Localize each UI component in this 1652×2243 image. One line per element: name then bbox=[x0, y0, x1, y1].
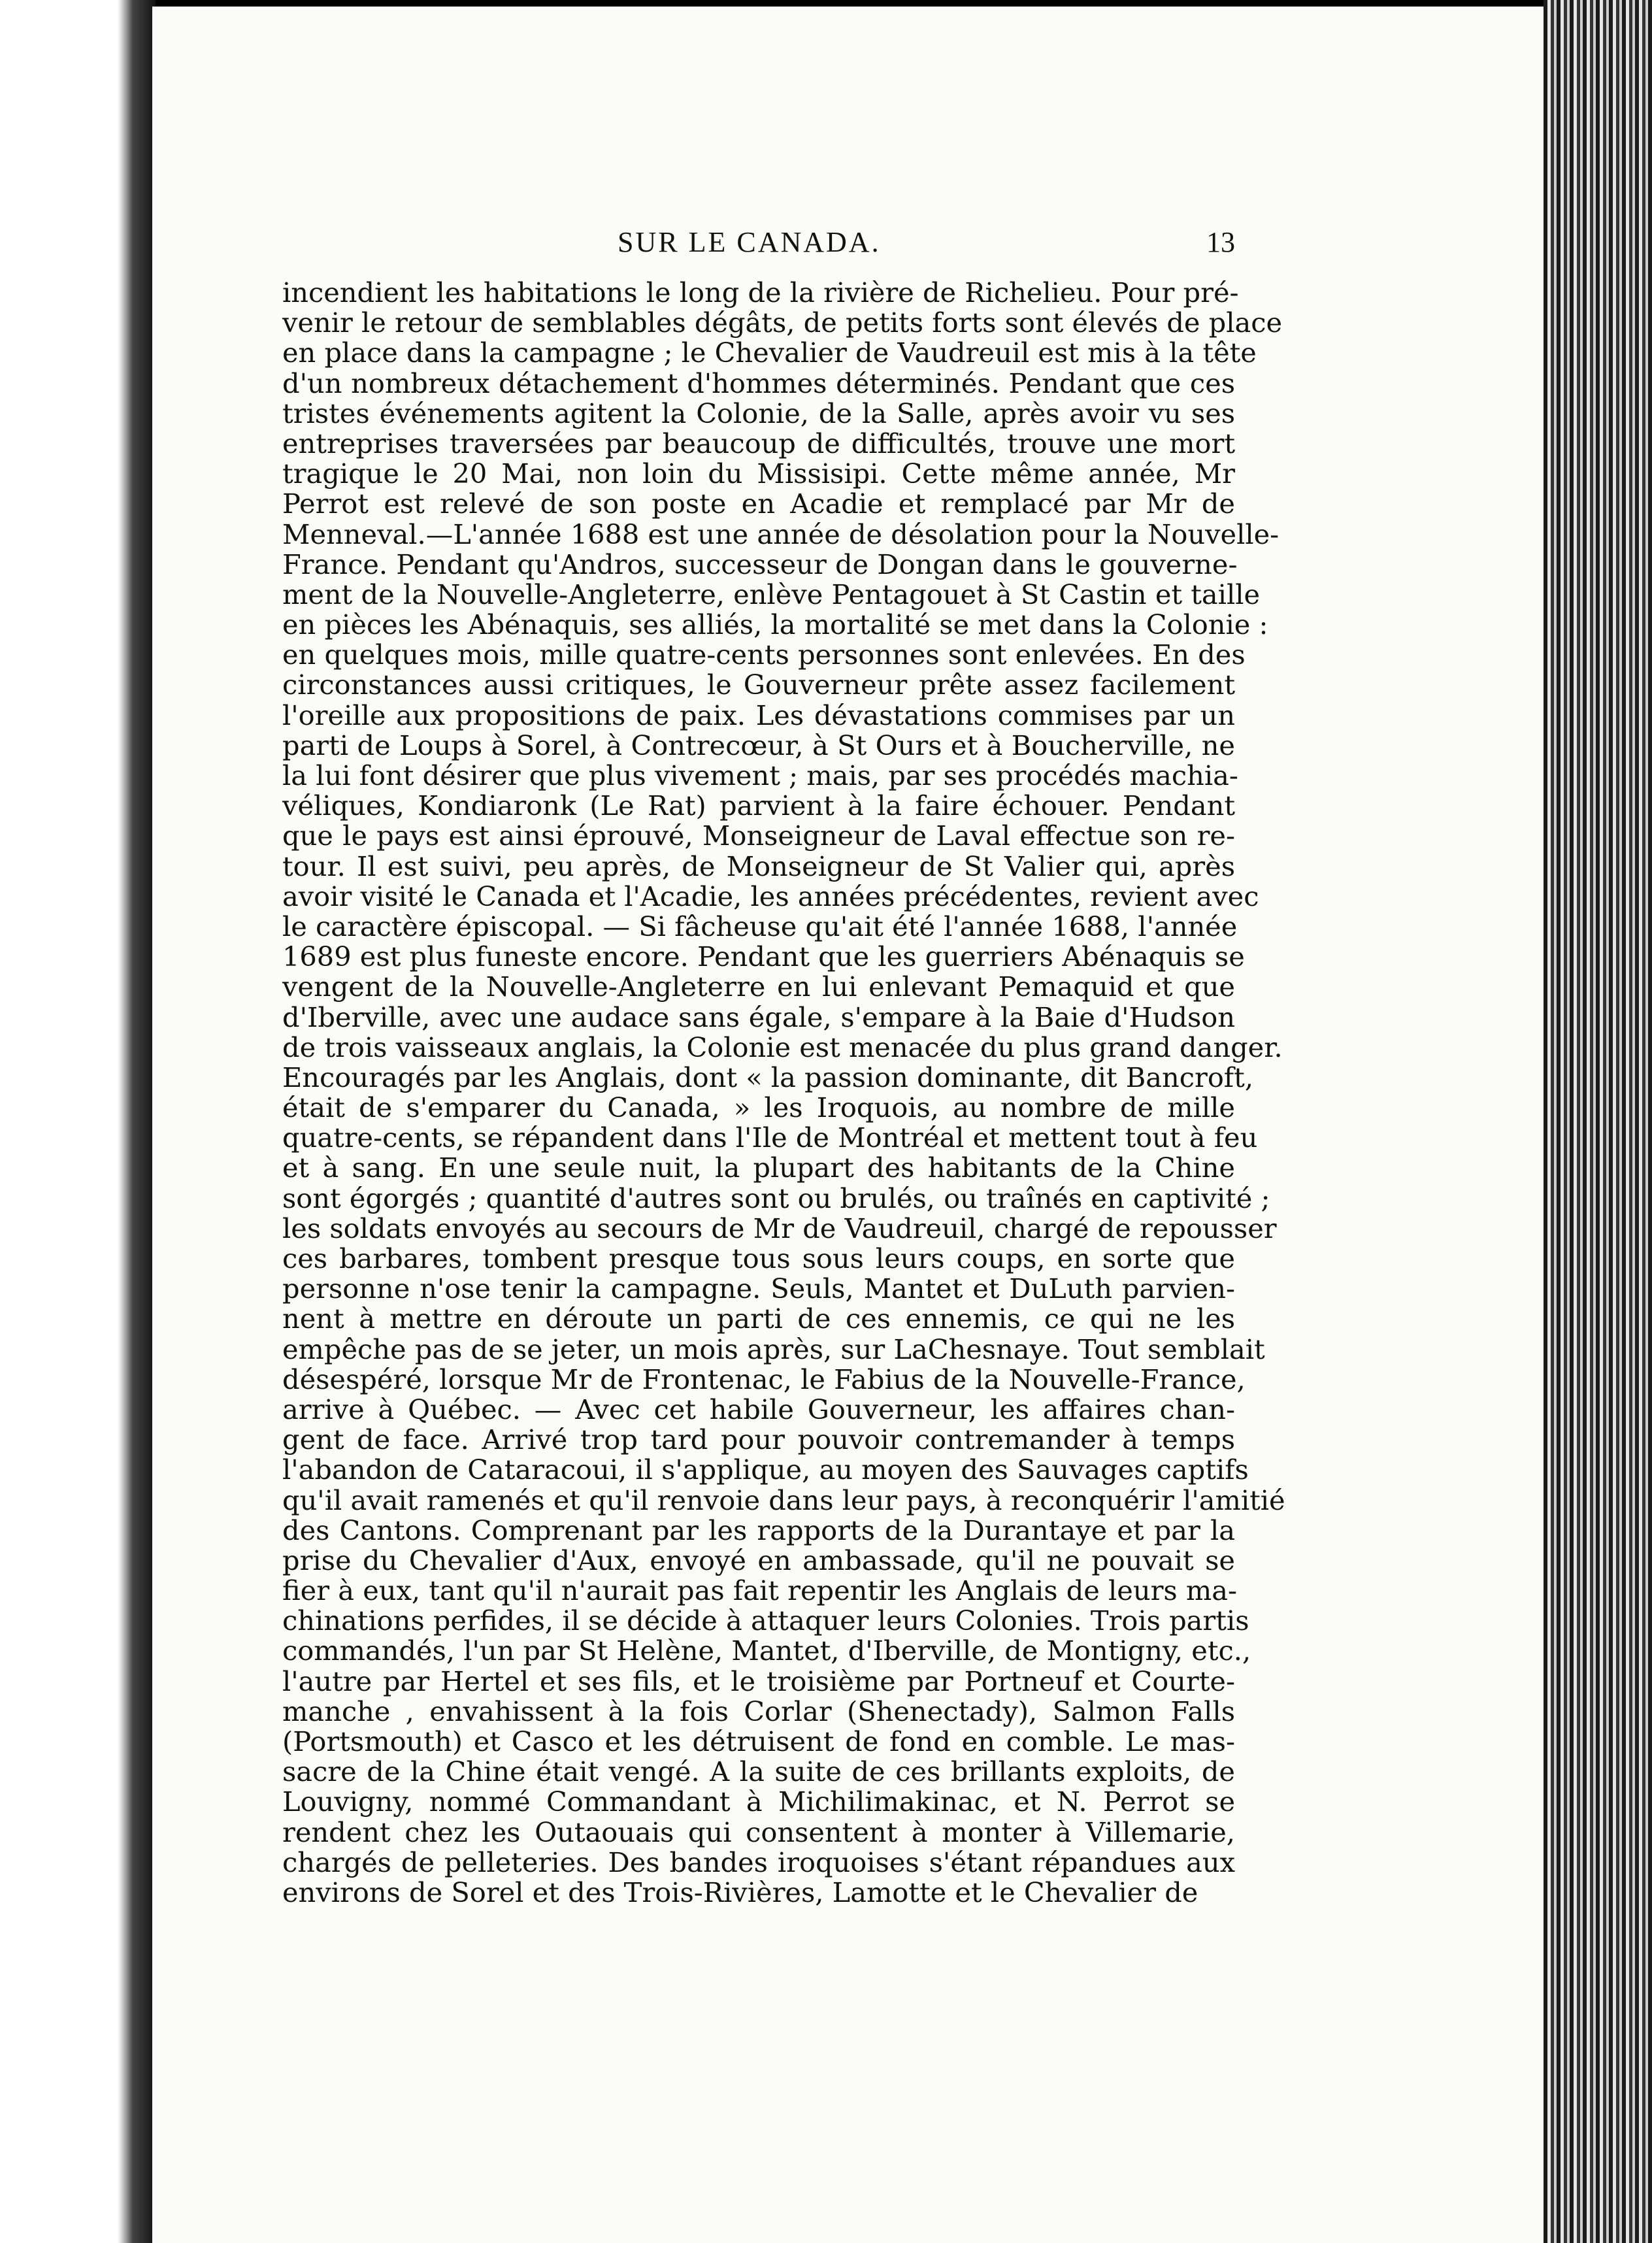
text-line: (Portsmouth) et Casco et les détruisent de fond en comble. Le mas- bbox=[282, 1725, 1235, 1757]
text-line: incendient les habitations le long de la rivière de Richelieu. Pour pré- bbox=[282, 276, 1239, 308]
text-line: gent de face. Arrivé trop tard pour pouvoir contremander à temps bbox=[282, 1423, 1235, 1456]
text-line: nent à mettre en déroute un parti de ces ennemis, ce qui ne les bbox=[282, 1303, 1235, 1335]
text-line: la lui font désirer que plus vivement ; mais, par ses procédés machia- bbox=[282, 759, 1238, 791]
body-text bbox=[282, 276, 1285, 1908]
text-line: empêche pas de se jeter, un mois après, sur LaChesnaye. Tout semblait bbox=[282, 1333, 1265, 1365]
text-line: 1689 est plus funeste encore. Pendant que les guerriers Abénaquis se bbox=[282, 940, 1245, 973]
page-stack-edges bbox=[1544, 0, 1652, 2243]
text-line: tristes événements agitent la Colonie, de la Salle, après avoir vu ses bbox=[282, 397, 1235, 429]
text-line: manche , envahissent à la fois Corlar (Shenectady), Salmon Falls bbox=[282, 1695, 1235, 1727]
text-line: en place dans la campagne ; le Chevalier de Vaudreuil est mis à la tête bbox=[282, 337, 1257, 369]
text-line: et à sang. En une seule nuit, la plupart des habitants de la Chine bbox=[282, 1152, 1235, 1184]
text-line: venir le retour de semblables dégâts, de petits forts sont élevés de place bbox=[282, 307, 1283, 339]
text-line: des Cantons. Comprenant par les rapports de la Durantaye et par la bbox=[282, 1514, 1235, 1546]
text-line: circonstances aussi critiques, le Gouverneur prête assez facilement bbox=[282, 669, 1235, 701]
book-gutter-shadow bbox=[118, 0, 156, 2243]
scan-top-border bbox=[0, 0, 1652, 7]
text-line: l'autre par Hertel et ses fils, et le troisième par Portneuf et Courte- bbox=[282, 1665, 1235, 1697]
text-line: fier à eux, tant qu'il n'aurait pas fait repentir les Anglais de leurs ma- bbox=[282, 1574, 1238, 1607]
text-line: d'un nombreux détachement d'hommes déterminés. Pendant que ces bbox=[282, 367, 1235, 399]
text-line: France. Pendant qu'Andros, successeur de Dongan dans le gouverne- bbox=[282, 548, 1238, 580]
text-line: entreprises traversées par beaucoup de difficultés, trouve une mort bbox=[282, 427, 1235, 459]
text-line: en quelques mois, mille quatre-cents personnes sont enlevées. En des bbox=[282, 639, 1246, 671]
text-line: ment de la Nouvelle-Angleterre, enlève Pentagouet à St Castin et taille bbox=[282, 578, 1261, 610]
text-line: environs de Sorel et des Trois-Rivières, Lamotte et le Chevalier de bbox=[282, 1876, 1198, 1908]
text-line: chargés de pelleteries. Des bandes iroquoises s'étant répandues aux bbox=[282, 1846, 1235, 1878]
text-line: avoir visité le Canada et l'Acadie, les années précédentes, revient avec bbox=[282, 880, 1259, 912]
running-head: SUR LE CANADA. bbox=[618, 226, 881, 258]
text-line: tour. Il est suivi, peu après, de Monseigneur de St Valier qui, après bbox=[282, 850, 1235, 882]
text-line: d'Iberville, avec une audace sans égale, s'empare à la Baie d'Hudson bbox=[282, 1001, 1235, 1033]
text-line: qu'il avait ramenés et qu'il renvoie dans leur pays, à reconquérir l'amitié bbox=[282, 1484, 1285, 1516]
text-line: commandés, l'un par St Helène, Mantet, d'Iberville, de Montigny, etc., bbox=[282, 1635, 1251, 1667]
page-number: 13 bbox=[1206, 226, 1235, 258]
text-line: Perrot est relevé de son poste en Acadie et remplacé par Mr de bbox=[282, 488, 1235, 520]
text-line: chinations perfides, il se décide à attaquer leurs Colonies. Trois partis bbox=[282, 1604, 1249, 1637]
text-line: désespéré, lorsque Mr de Frontenac, le Fabius de la Nouvelle-France, bbox=[282, 1363, 1246, 1395]
text-line: vengent de la Nouvelle-Angleterre en lui enlevant Pemaquid et que bbox=[282, 971, 1235, 1003]
text-line: les soldats envoyés au secours de Mr de Vaudreuil, chargé de repousser bbox=[282, 1212, 1277, 1244]
text-line: Menneval.—L'année 1688 est une année de désolation pour la Nouvelle- bbox=[282, 518, 1280, 550]
text-line: parti de Loups à Sorel, à Contrecœur, à St Ours et à Boucherville, ne bbox=[282, 729, 1235, 761]
text-line: l'oreille aux propositions de paix. Les dévastations commises par un bbox=[282, 699, 1235, 731]
text-line: de trois vaisseaux anglais, la Colonie est menacée du plus grand danger. bbox=[282, 1031, 1283, 1063]
text-line: était de s'emparer du Canada, » les Iroquois, au nombre de mille bbox=[282, 1091, 1235, 1124]
text-line: personne n'ose tenir la campagne. Seuls, Mantet et DuLuth parvien- bbox=[282, 1272, 1235, 1305]
text-line: Louvigny, nommé Commandant à Michilimakinac, et N. Perrot se bbox=[282, 1786, 1235, 1818]
text-line: rendent chez les Outaouais qui consentent à monter à Villemarie, bbox=[282, 1816, 1235, 1848]
text-line: véliques, Kondiaronk (Le Rat) parvient à la faire échouer. Pendant bbox=[282, 789, 1235, 822]
text-line: sacre de la Chine était vengé. A la suite de ces brillants exploits, de bbox=[282, 1755, 1235, 1788]
text-line: le caractère épiscopal. — Si fâcheuse qu'ait été l'année 1688, l'année bbox=[282, 910, 1238, 942]
text-line: Encouragés par les Anglais, dont « la passion dominante, dit Bancroft, bbox=[282, 1061, 1254, 1093]
text-line: quatre-cents, se répandent dans l'Ile de Montréal et mettent tout à feu bbox=[282, 1122, 1258, 1154]
text-line: l'abandon de Cataracoui, il s'applique, au moyen des Sauvages captifs bbox=[282, 1454, 1249, 1486]
page-header bbox=[278, 225, 1235, 278]
facing-page-edge bbox=[0, 0, 118, 2243]
text-line: arrive à Québec. — Avec cet habile Gouverneur, les affaires chan- bbox=[282, 1393, 1235, 1425]
text-line: sont égorgés ; quantité d'autres sont ou brulés, ou traînés en captivité ; bbox=[282, 1182, 1270, 1214]
text-line: que le pays est ainsi éprouvé, Monseigneur de Laval effectue son re- bbox=[282, 820, 1235, 852]
text-line: ces barbares, tombent presque tous sous leurs coups, en sorte que bbox=[282, 1242, 1235, 1274]
text-line: tragique le 20 Mai, non loin du Missisipi. Cette même année, Mr bbox=[282, 457, 1235, 490]
text-line: prise du Chevalier d'Aux, envoyé en ambassade, qu'il ne pouvait se bbox=[282, 1544, 1235, 1576]
text-line: en pièces les Abénaquis, ses alliés, la mortalité se met dans la Colonie : bbox=[282, 608, 1268, 641]
